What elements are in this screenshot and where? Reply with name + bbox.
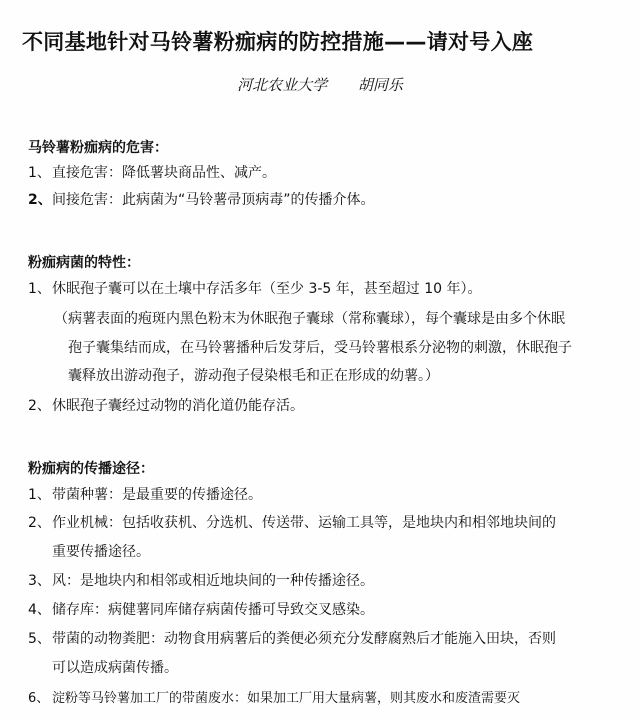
item-text: 带菌的动物粪肥：动物食用病薯后的粪便必须充分发酵腐熟后才能施入田块，否则 <box>52 631 556 647</box>
list-item <box>28 601 374 619</box>
item-number: 6、 <box>28 691 50 706</box>
list-item <box>28 572 374 590</box>
list-item <box>28 630 556 648</box>
item-number: 3、 <box>28 573 51 589</box>
item-number: 2、 <box>28 515 51 531</box>
list-item <box>28 397 304 415</box>
list-item <box>28 280 481 298</box>
item-text: 直接危害：降低薯块商品性、减产。 <box>52 165 276 181</box>
institution: 河北农业大学 <box>237 76 328 94</box>
section-heading-transmission: 粉痂病的传播途径： <box>28 461 154 477</box>
list-item <box>28 690 520 708</box>
list-item <box>28 191 375 209</box>
item-number: 2、 <box>28 398 51 414</box>
item-text: 风：是地块内和相邻或相近地块间的一种传播途径。 <box>52 573 374 589</box>
list-item <box>28 486 262 504</box>
byline <box>0 74 640 95</box>
author: 胡同乐 <box>357 76 403 94</box>
item-number: 2、 <box>28 192 52 208</box>
item-number: 1、 <box>28 165 51 181</box>
list-item <box>28 164 276 182</box>
item-number: 1、 <box>28 487 51 503</box>
note-line: 囊释放出游动孢子，游动孢子侵染根毛和正在形成的幼薯。） <box>68 368 439 384</box>
section-heading-traits: 粉痂病菌的特性： <box>28 255 140 271</box>
page-title: 不同基地针对马铃薯粉痂病的防控措施——请对号入座 <box>22 30 534 54</box>
item-number: 4、 <box>28 602 51 618</box>
item-continuation: 可以造成病菌传播。 <box>52 660 178 676</box>
item-text: 间接危害：此病菌为“马铃薯帚顶病毒”的传播介体。 <box>52 192 375 208</box>
item-text: 储存库：病健薯同库储存病菌传播可导致交叉感染。 <box>52 602 374 618</box>
item-number: 1、 <box>28 281 51 297</box>
list-item <box>28 514 556 532</box>
note-line: （病薯表面的疱斑内黑色粉末为休眠孢子囊球（常称囊球），每个囊球是由多个休眠 <box>54 311 565 327</box>
item-number: 5、 <box>28 631 51 647</box>
item-text: 淀粉等马铃薯加工厂的带菌废水：如果加工厂用大量病薯，则其废水和废渣需要灭 <box>52 691 521 706</box>
item-text: 休眠孢子囊可以在土壤中存活多年（至少 3-5 年，甚至超过 10 年）。 <box>52 281 482 297</box>
item-text: 作业机械：包括收获机、分选机、传送带、运输工具等，是地块内和相邻地块间的 <box>52 515 556 531</box>
item-text: 带菌种薯：是最重要的传播途径。 <box>52 487 262 503</box>
item-continuation: 重要传播途径。 <box>52 544 150 560</box>
note-line: 孢子囊集结而成，在马铃薯播种后发芽后，受马铃薯根系分泌物的刺激，休眠孢子 <box>68 340 572 356</box>
section-heading-harm: 马铃薯粉痂病的危害： <box>28 140 168 156</box>
item-text: 休眠孢子囊经过动物的消化道仍能存活。 <box>52 398 304 414</box>
